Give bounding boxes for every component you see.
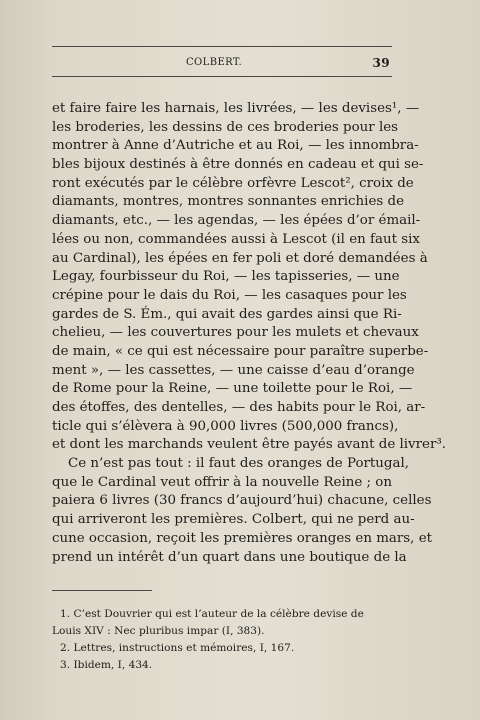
- body-line: diamants, etc., — les agendas, — les épées d’or émail-: [52, 213, 421, 229]
- header-rule-top: [52, 46, 392, 47]
- body-line: de main, « ce qui est nécessaire pour paraître superbe-: [52, 343, 429, 359]
- body-text: [52, 100, 446, 567]
- body-line: montrer à Anne d’Autriche et au Roi, — les innombra-: [52, 138, 419, 154]
- paragraph-start-line: Ce n’est pas tout : il faut des oranges de Portugal,: [68, 456, 410, 472]
- body-line: chelieu, — les couvertures pour les mulets et chevaux: [52, 325, 419, 341]
- body-line: que le Cardinal veut offrir à la nouvelle Reine ; on: [52, 474, 392, 490]
- footnote-line: 3. Ibidem, I, 434.: [60, 659, 153, 671]
- body-line: diamants, montres, montres sonnantes enrichies de: [52, 194, 405, 210]
- footnotes: [52, 606, 390, 674]
- footnote-line: 2. Lettres, instructions et mémoires, I, 167.: [60, 642, 295, 654]
- body-line: paiera 6 livres (30 francs d’aujourd’hui) chacune, celles: [52, 493, 432, 509]
- body-line: lées ou non, commandées aussi à Lescot (il en faut six: [52, 231, 420, 247]
- page-header: [56, 56, 390, 70]
- body-line: les broderies, les dessins de ces broderies pour les: [52, 119, 399, 135]
- body-line: gardes de S. Ém., qui avait des gardes ainsi que Ri-: [52, 306, 402, 322]
- body-line: qui arriveront les premières. Colbert, qui ne perd au-: [52, 512, 415, 528]
- body-line: crépine pour le dais du Roi, — les casaques pour les: [52, 287, 407, 303]
- footnote-line: Louis XIV : Nec pluribus impar (I, 383).: [52, 625, 265, 637]
- running-head: COLBERT.: [186, 57, 243, 68]
- footnote-line: 1. C’est Douvrier qui est l’auteur de la célèbre devise de: [60, 608, 364, 620]
- body-line: des étoffes, des dentelles, — des habits pour le Roi, ar-: [52, 400, 426, 415]
- body-line: ront exécutés par le célèbre orfèvre Lescot², croix de: [52, 175, 414, 191]
- body-line: et dont les marchands veulent être payés avant de livrer³.: [52, 437, 446, 453]
- body-line: prend un intérêt d’un quart dans une boutique de la: [52, 549, 407, 565]
- body-line: cune occasion, reçoit les premières oranges en mars, et: [52, 530, 432, 546]
- body-line: ment », — les cassettes, — une caisse d’eau d’orange: [52, 362, 415, 378]
- body-line: bles bijoux destinés à être donnés en cadeau et qui se-: [52, 157, 424, 173]
- body-line: et faire faire les harnais, les livrées, — les devises¹, —: [52, 101, 420, 116]
- body-line: ticle qui s’élèvera à 90,000 livres (500,000 francs),: [52, 418, 399, 434]
- body-line: Legay, fourbisseur du Roi, — les tapisseries, — une: [52, 269, 400, 285]
- page-number: 39: [372, 56, 390, 70]
- footnote-separator: [52, 590, 152, 591]
- header-rule-bottom: [52, 76, 392, 77]
- body-line: au Cardinal), les épées en fer poli et doré demandées à: [52, 250, 428, 266]
- body-line: de Rome pour la Reine, — une toilette pour le Roi, —: [52, 381, 413, 397]
